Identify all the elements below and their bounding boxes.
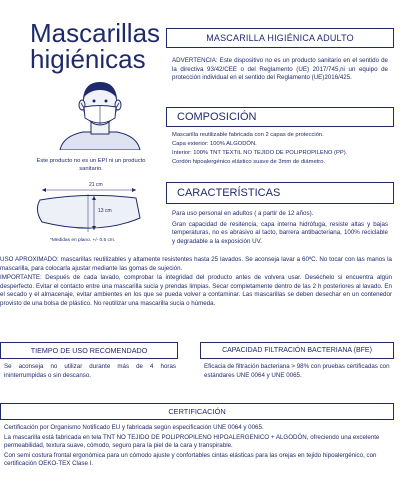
composicion-line: Capa exterior: 100% ALGODÓN. <box>172 141 257 147</box>
certificacion-text <box>4 424 392 469</box>
bfe-header-box <box>200 342 394 359</box>
caracteristicas-text <box>172 210 388 246</box>
uso-paragraph-2: IMPORTANTE: Después de cada lavado, comprobar la integridad del producto antes de volvera usar. Deséchelo si encuentra algún desperfecto. Evitar el contacto entre una mascarilla sucia y prendas limpias. Secar completamente dentro de las 2 h posteriores al lavado. En el secado y el almacenaje, evitar ambientes en los que se pueda volver a contaminar. Las mascarillas se deben desechar en un contenedor provisto de una bolsa de plástico. No reutilizar una mascarilla sucia o húmeda. <box>0 274 392 307</box>
mask-width-label: 21 cm <box>89 182 103 188</box>
certificacion-header-box <box>0 403 394 420</box>
mask-height-label: 13 cm <box>98 208 112 214</box>
mask-flat-diagram <box>28 188 158 236</box>
measure-note: *Medidas en plano. +/- 0,5 cm. <box>50 238 116 243</box>
certificacion-line: Con semi costura frontal ergonómica para un cómodo ajuste y confortables cintas elásticas para las orejas en tejido hipoalergénico, con certificación OEKO-TEX Clase I. <box>4 451 377 468</box>
epi-note: Este producto no es un EPI ni un producto sanitario. <box>36 158 146 172</box>
certificacion-line: La mascarilla está fabricada en tela TNT NO TEJIDO DE POLIPROPILENO HIPOALERGENICO + ALGODÓN, ofreciendo una excelente permeabilidad, textura suave, cómodo, seguro para la piel de la cara y transpirable. <box>4 433 380 450</box>
title-line-1: Mascarillas <box>30 18 161 48</box>
uso-paragraph-1: USO APROXIMADO: mascarillas reutilizables y altamente resistentes hasta 25 lavados. Se aconseja lavar a 60ºC. No tocar con las manos la mascarilla, para colocarla ajustar mediante las gomas de sujeción. <box>0 256 392 272</box>
uso-text <box>0 256 392 309</box>
bfe-text: Eficacia de filtración bacteriana > 98% con pruebas certificadas con estándares UNE 0064 y UNE 0065. <box>204 363 390 379</box>
caracteristicas-line: Gran capacidad de resitencia, capa interna hidrófuga, resiste altas y bajas temperaturas, no es abrasivo al tacto, barrera antibacteriana, 100% reciclable y degradable a la exposición UV. <box>172 220 388 245</box>
composicion-line: Cordón hipoalergénico elástico suave de 3mm de diámetro. <box>172 159 326 165</box>
caracteristicas-line: Para uso personal en adultos ( a partir de 12 años). <box>172 210 314 217</box>
page-title <box>30 18 161 74</box>
bfe-title: CAPACIDAD FILTRACIÓN BACTERIANA (BFE) <box>222 347 372 354</box>
caracteristicas-header-box <box>166 182 394 204</box>
composicion-list <box>172 131 388 166</box>
composicion-title: COMPOSICIÓN <box>177 111 257 123</box>
tiempo-text: Se aconseja no utilizar durante más de 4 horas ininterrumpidas o sin descanso. <box>4 363 176 379</box>
certificacion-title: CERTIFICACIÓN <box>168 407 226 416</box>
certificacion-line: Certificación por Organismo Notificado EU y fabricada según especificación UNE 0064 y 0065. <box>4 424 264 431</box>
title-line-2: higiénicas <box>30 44 146 74</box>
person-mask-illustration <box>55 80 145 150</box>
header-main: MASCARILLA HIGIÉNICA ADULTO <box>206 33 354 43</box>
composicion-line: Mascarilla reutilizable fabricada con 2 capas de protección. <box>172 132 324 138</box>
caracteristicas-title: CARACTERÍSTICAS <box>177 187 281 199</box>
tiempo-title: TIEMPO DE USO RECOMENDADO <box>30 346 148 355</box>
header-main-box <box>166 28 394 48</box>
advertencia-text: ADVERTENCIA: Este dispositivo no es un producto sanitario en el sentido de la directiva 93/42/CEE o del Reglamento (UE) 2017/745,ni un equipo de protección individual en el sentido del Reglamento (UE)2016/425. <box>172 57 388 82</box>
tiempo-header-box <box>0 342 178 359</box>
composicion-line: Interior: 100% TNT TEXTIL NO TEJIDO DE POLIPROPILENO (PP). <box>172 150 348 156</box>
composicion-header-box <box>166 107 394 127</box>
